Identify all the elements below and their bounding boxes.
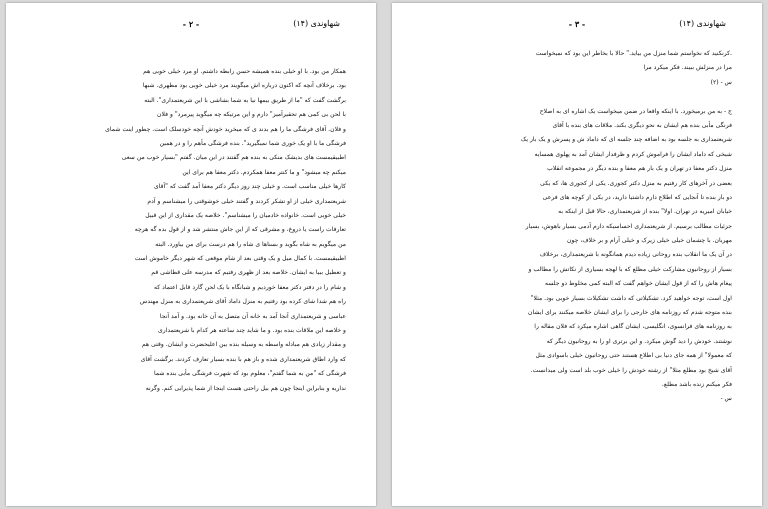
running-title: شهاوندی (۱۴) <box>679 19 726 28</box>
text-line: .کرنکنید که نخواستم شما منزل من بیاید." حالا با بخاطر این بود که نمیخواست <box>535 50 732 57</box>
text-line: جزئیات مطالب برسیم. از شریعتمداری احساسیکه دارم آدمی بسیار باهوش، بسیار <box>525 222 732 230</box>
text-line: و خلاصه این ملاقات بنده بود. و ما شاید چند ساعته هر کدام با شریعتمداری <box>158 327 346 335</box>
text-line: کارها خیلی مناسب است. و خیلی چند روز دیگر دکتر معفا آمد گفت که "آقای <box>153 183 346 191</box>
text-line: پیغام هاش را که از قول ایشان خواهم گفت که البته کمی مخلوط دو جلسه <box>545 280 732 288</box>
text-line: مهربان. با چشمان خیلی خیلی زیرک و خیلی آرام و بر خلاف، چون <box>567 237 732 245</box>
text-line: بعضی در آخرهای کار رفتیم به منزل دکتر کجوری. یکی از کجوری ها، که یکی <box>540 179 732 187</box>
text-line: من میگویم به شاه بگوید و بسناها ی شاه را هم درست برای من بیاورد. البته <box>155 240 346 248</box>
text-line: که وارد اطاق شریعتمداری شده و باز هم با بنده بسیار تعارف کردند. برگشت آقای <box>140 355 346 363</box>
text-line: راه هم شدا شای کرده بود رفتیم به منزل داماد آقای شریعتمداری به منزل مهندس <box>139 298 346 306</box>
page-body-text <box>42 65 346 396</box>
text-line: شیخی که داماد ایشان را فراموش کردم و ظرفدار ایشان آمد به پهلوی همسایه <box>534 150 732 158</box>
text-line: س - <box>720 395 732 403</box>
page-number: - ۳ - <box>568 19 586 29</box>
text-line: و شام را در دفتر دکتر معفا خوردیم و شبانگاه با یک لحن گارد قابل اعتماد که <box>154 283 346 291</box>
text-line: بسیار از روحانیون مشارکت خیلی مطلع که با لهجه بسیاری از نکاتش را مطالب و <box>528 265 732 273</box>
text-line: تعارفات راست یا دروغ، و مشرقی که از این جاش منتشر شد و از قول بده گه هرچه <box>134 226 346 234</box>
text-line: و مقدار زیادی هم مبادله واسطه به وسیله بنده بین اعلیحضرت و ایشان. وقتی هم <box>141 341 346 349</box>
text-line: فرنگی مأبی بنده هم ایشان به نحو دیگری بکند. ملاقات های بنده با آقای <box>552 121 732 129</box>
text-line <box>428 90 732 104</box>
text-line: مرا در منزلش ببیند. فکر میکرد مرا <box>643 64 732 72</box>
text-line: فرشگی که "من به شما گفتم"، معلوم بود که شهرت فرشگی مأبی بنده شما <box>154 370 346 378</box>
text-line: بود. برخلاف آنچه که اکنون درباره اش میگویند مرد خیلی خوبی بود مطهری. شبها <box>142 82 346 90</box>
text-line: اول است، توجه خواهید کرد. تشکیلاتی که داشت تشکیلات بسیار خوبی بود. مثلا" <box>530 294 732 302</box>
text-line: برگشت گفت که "ما از طریق بیمها نیا به شما بشاشی با این شریعتمداری". البته <box>144 96 346 104</box>
page-right <box>392 3 762 506</box>
text-line: شریعتمداری به جلسه بود به اضافه چند جلسه ای که داماد ش و پسرش و یک بار یک <box>520 136 732 144</box>
text-line: با لحن بی کمی هم تحقیرآمیز" دارم و این مرتیکه چه میگوید پیرمرد" و فلان <box>157 111 346 119</box>
text-line: همکار من بود. با او خیلی بنده همیشه حسن رابطه داشتم. او مرد خیلی خوبی هم <box>143 68 346 75</box>
text-line: منزل دکتر معفا در تهران و یک بار هم معفا و بنده دیگر در مجموعه انقلاب <box>547 165 732 173</box>
page-header <box>428 19 726 33</box>
text-line: اطبیقیمست های بدیشک منکی به بنده هم گفتند در این میان. گفتم "بسیار خوب من سعی <box>121 154 346 162</box>
text-line: نوشتند. خودش را دید گوش میکرد. و این برتری او را به روحانیون دیگر که <box>546 337 732 345</box>
text-line: در آن یک ما انقلاب بنده روحانی زیاده دیدم همانگونه با شریعتمداری، برخلاف <box>539 251 732 259</box>
text-line: میکنم چه میشود" و ما کنتر معفا همکردم. دکتر معفا هم برای این <box>182 168 346 176</box>
text-line: آقای شیخ بود مطلع مثلا" از رشته خودش را خیلی خوب بلد است ولی میدانست. <box>530 366 732 374</box>
text-line: بنده متوجه شدم که روزنامه های خارجی را برای ایشان خلاصه میکنند برای ایشان <box>528 309 732 317</box>
text-line: س - (۲) <box>710 78 732 86</box>
text-line: که معمولا" از همه جای دنیا بی اطلاع هستند حتی روحانیون خیلی باسوادی مثل <box>535 352 732 360</box>
page-number: - ۲ - <box>182 19 200 29</box>
text-line: اطبیقیمست. با کمال میل و یک وقتی بعد از شام موقعی که شهر دیگر خاموش است <box>134 255 346 263</box>
page-body-text <box>428 47 732 407</box>
text-line: فرشگی ما با او یک خوری شما نمیگیرید". بنده فرشگی مأهم را و در همین <box>159 139 346 147</box>
running-title: شهاوندی (۱۴) <box>293 19 340 28</box>
text-line: نداریه و بنابراین اینجا چون هم بیل راحتی هست اینجا از شما پذیرایی کنم. وگرنه <box>145 384 346 392</box>
text-line: عباسی و شریعتمداری آنجا آمد به خانه آن متصل به آن خانه بود. و آمد آنجا <box>159 312 346 320</box>
text-line: خیابان امیریه در تهران. اولا" بنده از شریعتمداری، حالا قبل از اینکه به <box>558 208 732 216</box>
text-line: ج - به من برمیخورد. با اینکه واقعا در ضمن میخواست یک اشاره ای به اصلاح <box>539 107 732 115</box>
page-header <box>42 19 340 33</box>
page-left <box>6 3 376 506</box>
text-line: و تعطیل ببیا به ایشان. خلاصه بعد از ظهری رفتیم که مدرسه علی قطاشی قم <box>151 269 346 277</box>
text-line: شریعتمداری خیلی از او تشکر کردند و گفتند خیلی خوشوقتی را میشناسم و آدم <box>147 197 346 205</box>
text-line: فکر میکنم زنده باشد مطلع. <box>661 380 732 388</box>
text-line: و فلان. آقای فرشگی ما را هم بدند ی که میخرید خودش آنچه خودسلک است. چطور اینت شمای <box>105 125 346 133</box>
text-line: به روزنامه های فرانسوی، انگلیسی، ایشان گاهی اشاره میکرد که فلان مقاله را <box>534 323 732 331</box>
text-line: دو بار بنده تا آنجایی که اطلاع دارم داشتیا دارید، در یکی از کوچه های فرعی <box>542 193 732 201</box>
text-line: خیلی خوبی است. خانواده خادمیان را میشناسم". خلاصه یک مقداری از این قبیل <box>145 211 346 219</box>
